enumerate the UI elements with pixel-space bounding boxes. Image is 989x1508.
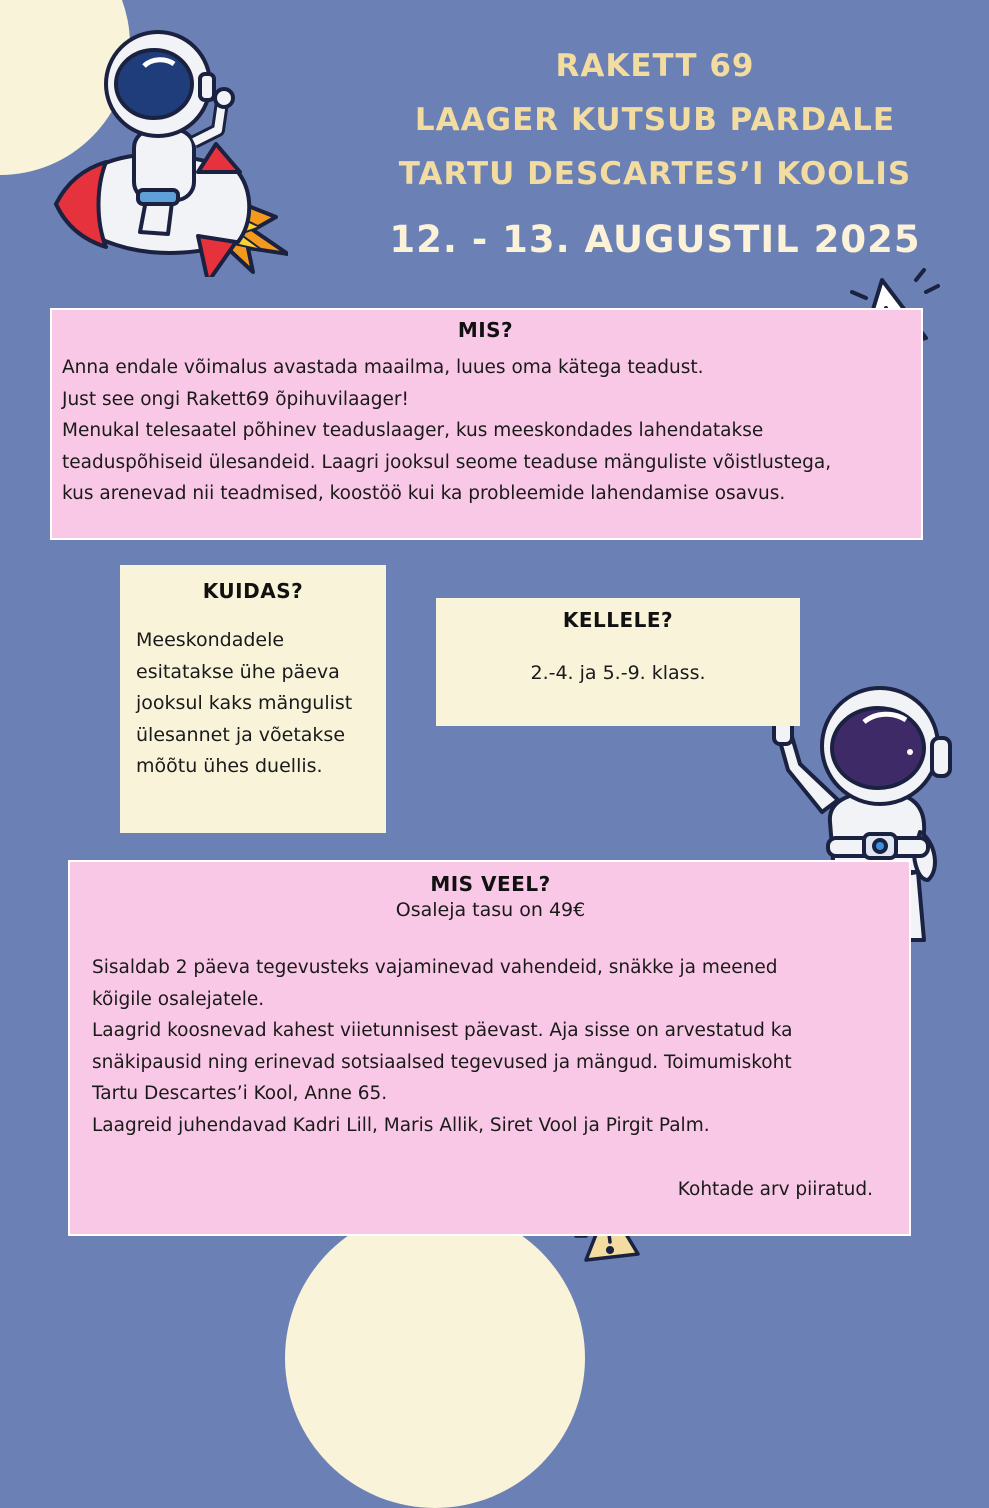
limited-places-note: Kohtade arv piiratud. — [677, 1179, 873, 1200]
mis-line: Anna endale võimalus avastada maailma, luues oma kätega teadust. — [62, 357, 704, 378]
mis-line: Menukal telesaatel põhinev teaduslaager, kus meeskondades lahendatakse — [62, 420, 764, 441]
mis-line: kus arenevad nii teadmised, koostöö kui ka probleemide lahendamise osavus. — [62, 483, 786, 504]
event-dates: 12. - 13. AUGUSTIL 2025 — [389, 218, 921, 261]
mis-veel-line: Laagrid koosnevad kahest viietunnisest päevast. Aja sisse on arvestatud ka — [92, 1020, 793, 1041]
kuidas-card — [120, 565, 386, 833]
astronaut-rocket-icon — [48, 22, 288, 277]
participant-fee: Osaleja tasu on 49€ — [395, 899, 586, 921]
mis-veel-line: Sisaldab 2 päeva tegevusteks vajaminevad vahendeid, snäkke ja meened — [92, 957, 778, 978]
mis-veel-title: MIS VEEL? — [430, 872, 551, 896]
mis-line: teaduspõhiseid ülesandeid. Laagri jooksul seome teaduse mänguliste võistlustega, — [62, 451, 832, 473]
kellele-text: 2.-4. ja 5.-9. klass. — [530, 662, 706, 684]
mis-veel-line: Laagreid juhendavad Kadri Lill, Maris Allik, Siret Vool ja Pirgit Palm. — [92, 1114, 710, 1136]
mis-title: MIS? — [457, 318, 514, 342]
kuidas-line: Meeskondadele — [136, 629, 285, 651]
mis-card — [50, 308, 923, 540]
mis-veel-body — [92, 952, 889, 1141]
mis-veel-line: kõigile osalejatele. — [92, 988, 265, 1010]
kuidas-title: KUIDAS? — [202, 579, 304, 603]
title-line-2: LAAGER KUTSUB PARDALE — [414, 102, 896, 138]
mis-veel-line: snäkipausid ning erinevad sotsiaalsed tegevused ja mängud. Toimumiskoht — [92, 1051, 792, 1073]
title-line-1: RAKETT 69 — [555, 48, 755, 84]
kuidas-line: esitatakse ühe päeva — [136, 660, 340, 683]
decorative-circle — [285, 1208, 585, 1508]
kellele-card — [436, 598, 800, 726]
mis-veel-line: Tartu Descartes’i Kool, Anne 65. — [92, 1083, 388, 1104]
kuidas-line: ülesannet ja võetakse — [136, 723, 346, 746]
kellele-title: KELLELE? — [562, 608, 674, 632]
title-line-3: TARTU DESCARTES’I KOOLIS — [398, 156, 912, 192]
mis-line: Just see ongi Rakett69 õpihuvilaager! — [62, 388, 409, 410]
mis-veel-card — [68, 860, 911, 1236]
kuidas-line: jooksul kaks mängulist — [136, 692, 353, 714]
kuidas-line: mõõtu ühes duellis. — [136, 755, 323, 777]
